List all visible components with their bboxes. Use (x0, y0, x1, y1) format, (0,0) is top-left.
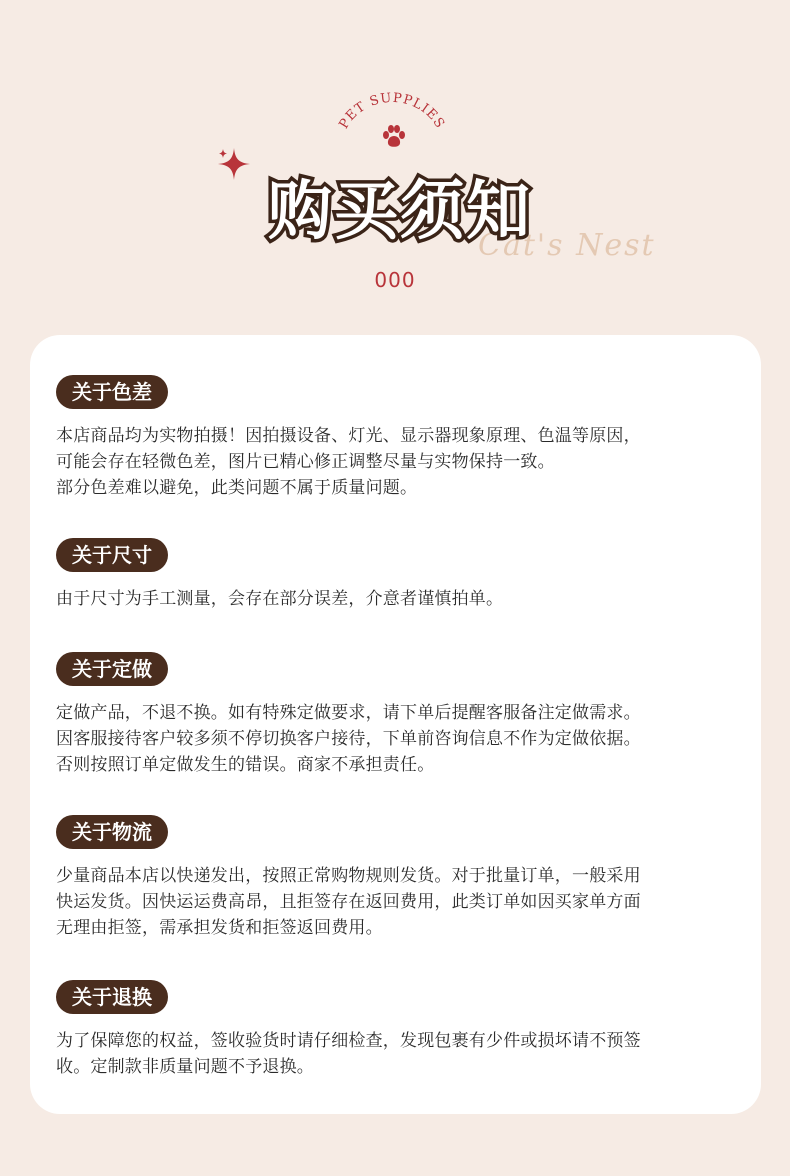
section-body (56, 1028, 746, 1080)
body-line: 因客服接待客户较多须不停切换客户接待，下单前咨询信息不作为定做依据。 (56, 729, 641, 749)
section-body (56, 863, 746, 941)
section-body (56, 700, 746, 778)
arc-text-label: PET SUPPLIES (336, 90, 448, 132)
body-line: 无理由拒签，需承担发货和拒签返回费用。 (56, 918, 383, 938)
body-line: 为了保障您的权益，签收验货时请仔细检查，发现包裹有少件或损坏请不预签 (56, 1031, 641, 1051)
section-returns (56, 980, 746, 1080)
section-heading: 关于尺寸 (56, 538, 168, 572)
section-heading: 关于物流 (56, 815, 168, 849)
section-heading: 关于色差 (56, 375, 168, 409)
section-size (56, 538, 746, 612)
section-color-difference (56, 375, 746, 501)
section-heading: 关于退换 (56, 980, 168, 1014)
body-line: 部分色差难以避免，此类问题不属于质量问题。 (56, 478, 418, 498)
section-body (56, 586, 746, 612)
section-logistics (56, 815, 746, 941)
body-line: 否则按照订单定做发生的错误。商家不承担责任。 (56, 755, 435, 775)
section-heading: 关于定做 (56, 652, 168, 686)
decorative-mark: 000 (374, 268, 416, 292)
sparkle-icon (216, 146, 252, 182)
section-custom-order (56, 652, 746, 778)
body-line: 由于尺寸为手工测量，会存在部分误差，介意者谨慎拍单。 (56, 589, 504, 609)
header (0, 0, 790, 335)
page-title: 购买须知 (268, 175, 532, 249)
body-line: 定做产品，不退不换。如有特殊定做要求，请下单后提醒客服备注定做需求。 (56, 703, 641, 723)
body-line: 收。定制款非质量问题不予退换。 (56, 1057, 314, 1077)
script-watermark: Cat's Nest (478, 228, 656, 263)
section-body (56, 423, 746, 501)
body-line: 本店商品均为实物拍摄！因拍摄设备、灯光、显示器现象原理、色温等原因， (56, 426, 641, 446)
notice-card (30, 335, 761, 1114)
paw-icon (381, 124, 407, 150)
body-line: 少量商品本店以快递发出，按照正常购物规则发货。对于批量订单，一般采用 (56, 866, 641, 886)
body-line: 快运发货。因快运运费高昂，且拒签存在返回费用，此类订单如因买家单方面 (56, 892, 641, 912)
body-line: 可能会存在轻微色差，图片已精心修正调整尽量与实物保持一致。 (56, 452, 555, 472)
